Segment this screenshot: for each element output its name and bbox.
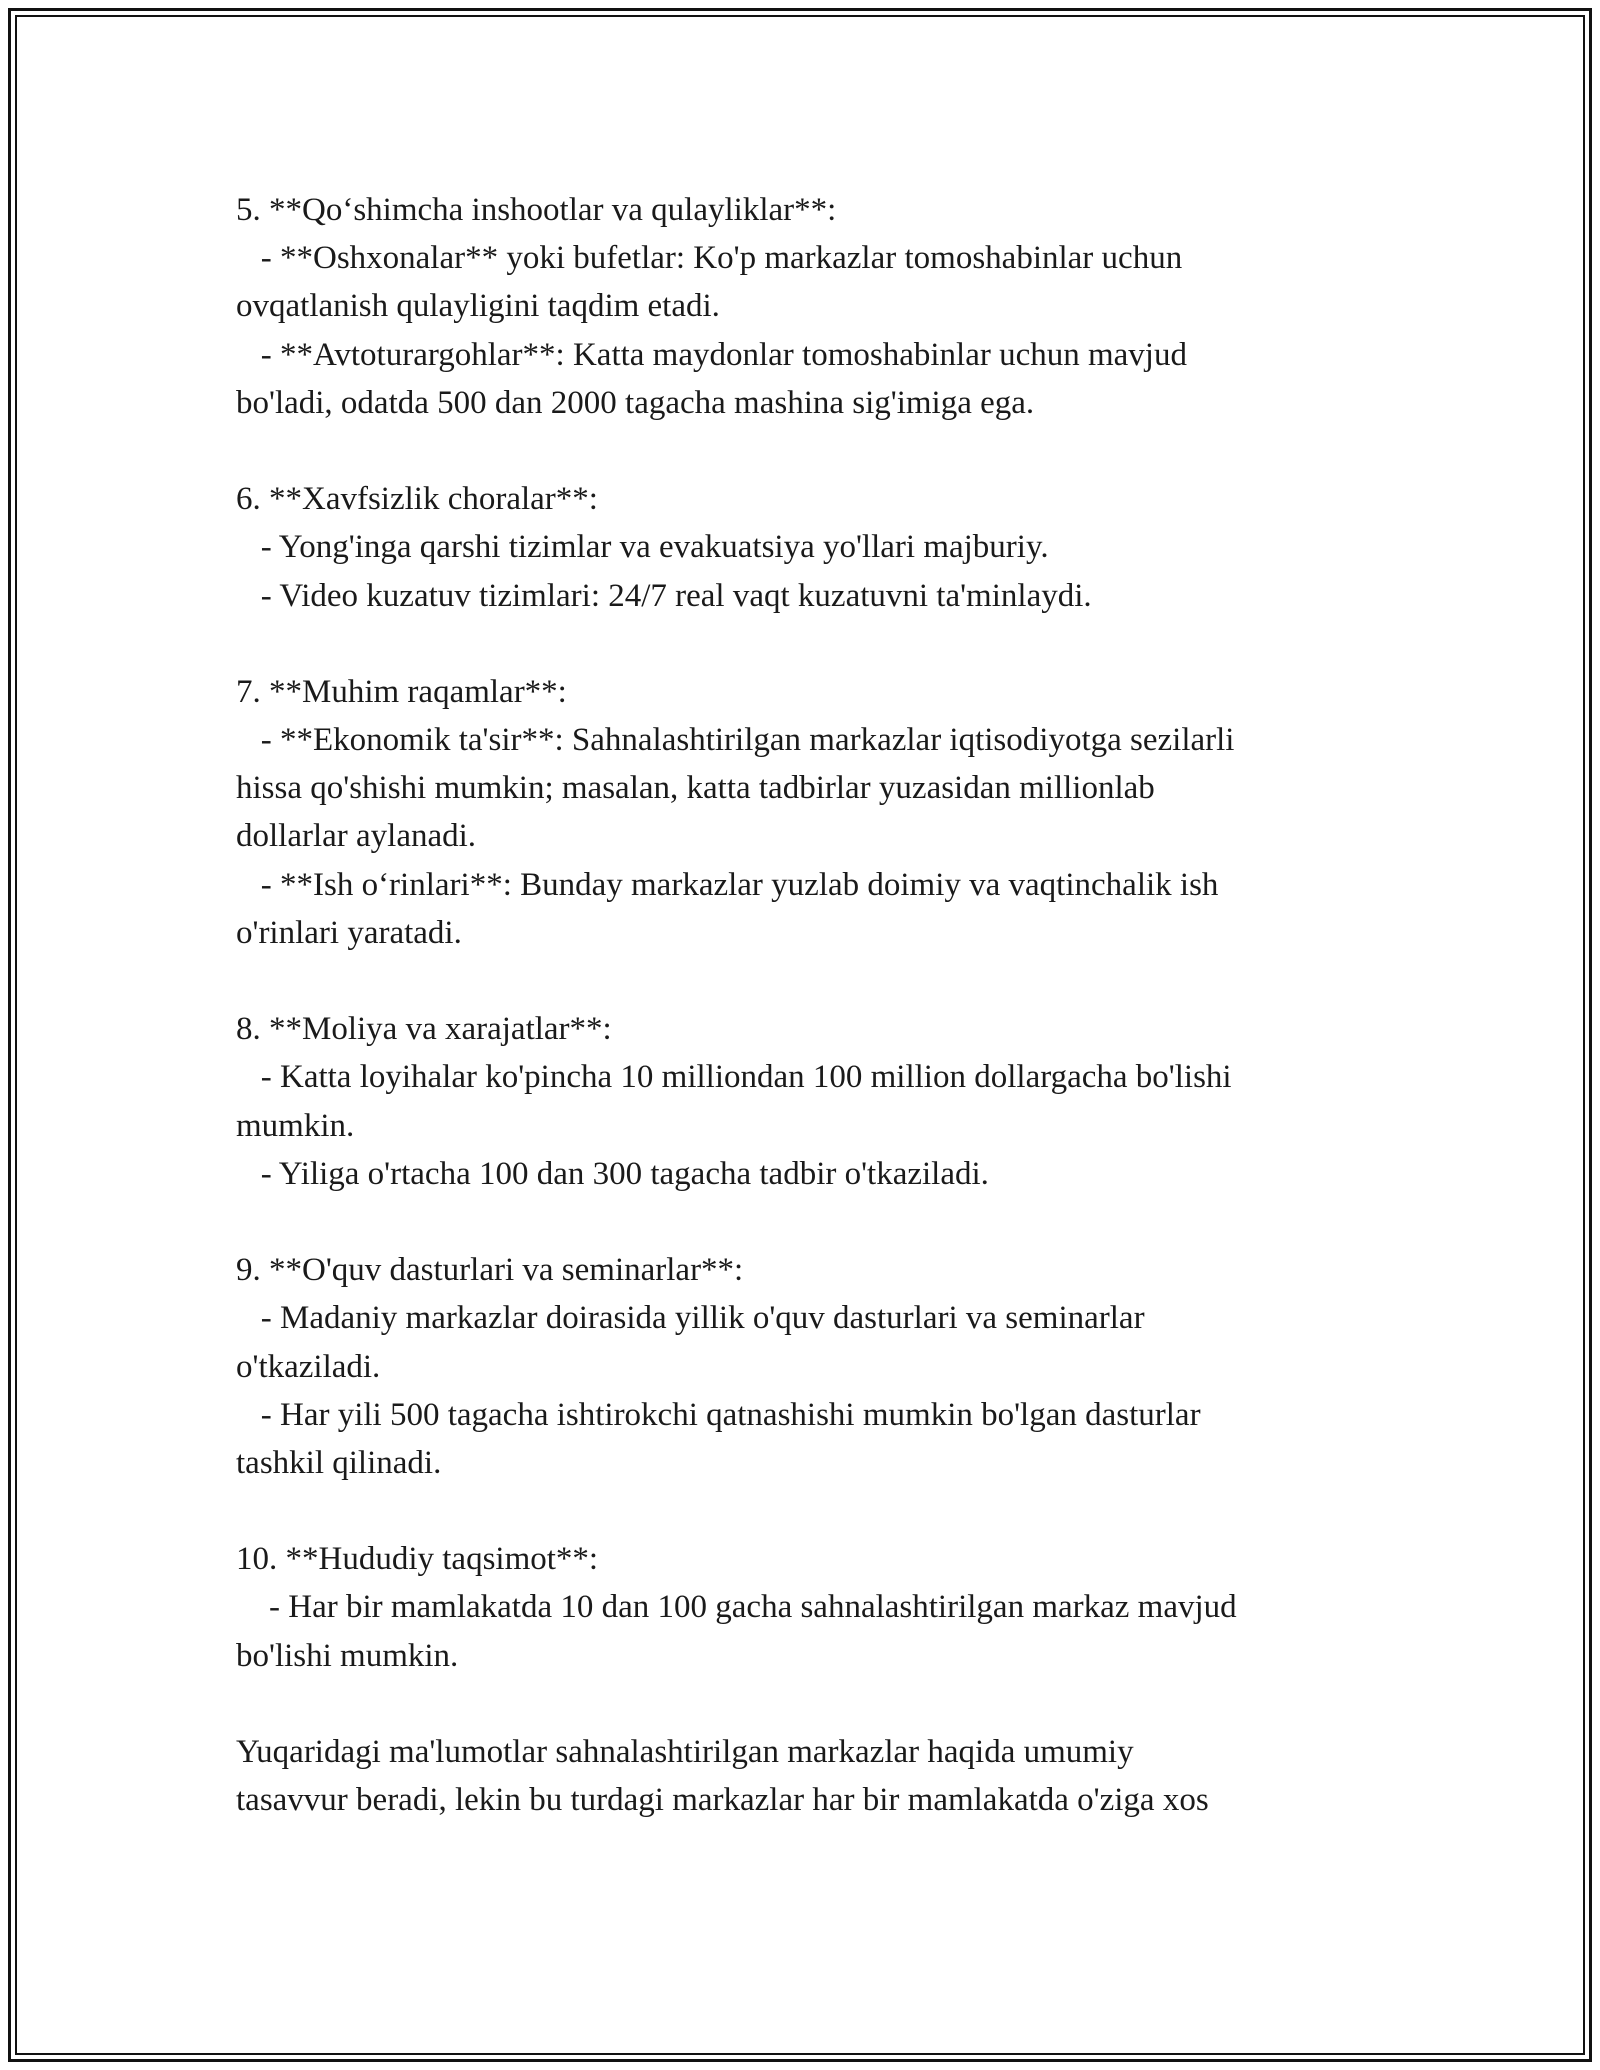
text-line: tasavvur beradi, lekin bu turdagi markazlar har bir mamlakatda o'ziga xos xyxy=(236,1782,1209,1819)
section-5 xyxy=(236,186,1366,427)
text-line: - Yong'inga qarshi tizimlar va evakuatsiya yo'llari majburiy. xyxy=(236,529,1049,566)
section-8 xyxy=(236,1005,1366,1198)
paragraph-gap xyxy=(236,427,1366,475)
text-line: - **Oshxonalar** yoki bufetlar: Ko'p markazlar tomoshabinlar uchun xyxy=(236,240,1183,277)
section-6 xyxy=(236,475,1366,620)
text-line: tashkil qilinadi. xyxy=(236,1444,442,1481)
text-line: - Har bir mamlakatda 10 dan 100 gacha sahnalashtirilgan markaz mavjud xyxy=(236,1589,1237,1626)
section-heading: 9. **O'quv dasturlari va seminarlar**: xyxy=(236,1252,744,1289)
text-line: Yuqaridagi ma'lumotlar sahnalashtirilgan markazlar haqida umumiy xyxy=(236,1734,1134,1770)
section-heading: 10. **Hududiy taqsimot**: xyxy=(236,1541,599,1578)
section-heading: 6. **Xavfsizlik choralar**: xyxy=(236,481,598,518)
section-9 xyxy=(236,1246,1366,1487)
paragraph-gap xyxy=(236,1487,1366,1535)
text-line: - Madaniy markazlar doirasida yillik o'quv dasturlari va seminarlar xyxy=(236,1300,1145,1337)
section-heading: 8. **Moliya va xarajatlar**: xyxy=(236,1011,612,1048)
text-line: hissa qo'shishi mumkin; masalan, katta tadbirlar yuzasidan millionlab xyxy=(236,770,1155,807)
section-7 xyxy=(236,668,1366,957)
text-line: dollarlar aylanadi. xyxy=(236,818,477,855)
section-heading: 5. **Qo‘shimcha inshootlar va qulayliklar**: xyxy=(236,192,837,228)
text-line: - **Ekonomik ta'sir**: Sahnalashtirilgan markazlar iqtisodiyotga sezilarli xyxy=(236,722,1235,759)
paragraph-gap xyxy=(236,957,1366,1005)
document-body xyxy=(236,186,1366,1824)
text-line: ovqatlanish qulayligini taqdim etadi. xyxy=(236,288,720,325)
text-line: bo'lishi mumkin. xyxy=(236,1637,459,1674)
text-line: bo'ladi, odatda 500 dan 2000 tagacha mashina sig'imiga ega. xyxy=(236,384,1035,421)
paragraph-gap xyxy=(236,1198,1366,1246)
text-line: - Har yili 500 tagacha ishtirokchi qatnashishi mumkin bo'lgan dasturlar xyxy=(236,1396,1201,1433)
text-line: - **Avtoturargohlar**: Katta maydonlar tomoshabinlar uchun mavjud xyxy=(236,336,1187,373)
text-line: mumkin. xyxy=(236,1107,355,1144)
text-line: - **Ish o‘rinlari**: Bunday markazlar yuzlab doimiy va vaqtinchalik ish xyxy=(236,866,1219,903)
section-heading: 7. **Muhim raqamlar**: xyxy=(236,673,567,710)
closing-paragraph xyxy=(236,1728,1366,1824)
text-line: o'rinlari yaratadi. xyxy=(236,914,462,951)
paragraph-gap xyxy=(236,1680,1366,1728)
text-line: - Yiliga o'rtacha 100 dan 300 tagacha tadbir o'tkaziladi. xyxy=(236,1155,989,1192)
section-10 xyxy=(236,1535,1366,1680)
paragraph-gap xyxy=(236,620,1366,668)
text-line: - Katta loyihalar ko'pincha 10 milliondan 100 million dollargacha bo'lishi xyxy=(236,1059,1232,1096)
text-line: o'tkaziladi. xyxy=(236,1348,381,1385)
text-line: - Video kuzatuv tizimlari: 24/7 real vaqt kuzatuvni ta'minlaydi. xyxy=(236,577,1092,614)
